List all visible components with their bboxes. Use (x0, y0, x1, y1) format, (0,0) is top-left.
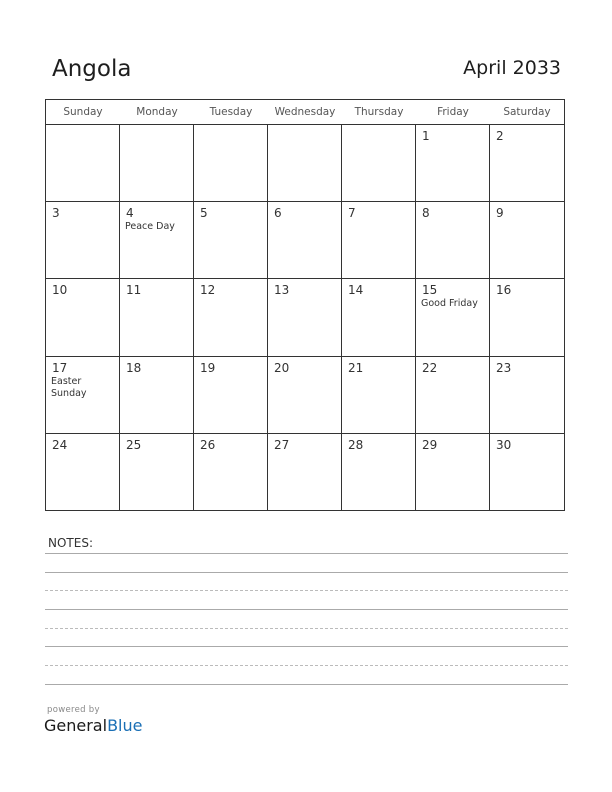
notes-line (45, 572, 568, 573)
day-cell (194, 357, 268, 434)
day-cell (46, 357, 120, 434)
weekday-sunday: Sunday (63, 106, 103, 118)
brand-general: General (44, 716, 108, 735)
day-cell (342, 279, 416, 356)
day-number: 17 (52, 360, 68, 375)
day-cell (46, 202, 120, 279)
day-number: 20 (274, 360, 290, 375)
day-cell (416, 434, 490, 511)
day-number: 24 (52, 437, 68, 452)
calendar-days (46, 125, 564, 511)
day-cell (46, 434, 120, 511)
weekday-thursday: Thursday (354, 106, 404, 118)
weekday-saturday: Saturday (503, 106, 551, 118)
day-number: 28 (348, 437, 364, 452)
day-number: 2 (496, 129, 504, 143)
day-cell (120, 357, 194, 434)
powered-by-text: powered by (47, 705, 100, 715)
day-number: 18 (126, 360, 142, 375)
day-number: 21 (348, 360, 364, 375)
day-cell (342, 434, 416, 511)
holiday-label: Good Friday (421, 298, 478, 310)
day-number: 30 (496, 437, 512, 452)
day-number: 6 (274, 206, 282, 221)
day-cell (342, 202, 416, 279)
day-cell (490, 125, 564, 202)
day-cell (120, 279, 194, 356)
notes-line (45, 553, 568, 554)
notes-line (45, 684, 568, 685)
day-cell (120, 434, 194, 511)
day-number: 4 (126, 206, 134, 221)
day-cell (268, 125, 342, 202)
day-cell (416, 202, 490, 279)
day-cell (490, 279, 564, 356)
day-cell (268, 202, 342, 279)
day-cell (268, 279, 342, 356)
day-cell (342, 357, 416, 434)
day-number: 10 (52, 283, 68, 298)
notes-line (45, 609, 568, 610)
weekday-header-row (46, 100, 564, 125)
calendar-country-title: Angola (52, 56, 132, 82)
day-cell (194, 434, 268, 511)
day-number: 5 (200, 206, 208, 221)
weekday-tuesday: Tuesday (209, 106, 253, 118)
day-cell (342, 125, 416, 202)
day-cell (194, 279, 268, 356)
day-number: 11 (126, 283, 142, 298)
day-number: 23 (496, 360, 512, 375)
holiday-label: Easter Sunday (51, 375, 87, 399)
day-cell (416, 357, 490, 434)
day-cell (194, 202, 268, 279)
day-number: 9 (496, 206, 504, 221)
holiday-label: Peace Day (125, 221, 175, 233)
weekday-friday: Friday (437, 106, 469, 118)
day-number: 25 (126, 437, 142, 452)
day-number: 12 (200, 283, 216, 298)
day-number: 19 (200, 360, 216, 375)
day-cell (490, 202, 564, 279)
day-cell (416, 279, 490, 356)
notes-line (45, 590, 568, 591)
notes-line (45, 665, 568, 666)
day-cell (490, 357, 564, 434)
day-cell (120, 125, 194, 202)
day-cell (194, 125, 268, 202)
brand-blue: Blue (107, 716, 143, 735)
day-cell (46, 125, 120, 202)
calendar-month-title: April 2033 (463, 57, 561, 79)
day-number: 29 (422, 437, 438, 452)
day-cell (490, 434, 564, 511)
day-cell (268, 357, 342, 434)
day-cell (268, 434, 342, 511)
notes-line (45, 628, 568, 629)
day-cell (416, 125, 490, 202)
day-number: 26 (200, 437, 216, 452)
day-number: 22 (422, 360, 438, 375)
day-number: 3 (52, 206, 60, 221)
day-number: 27 (274, 437, 290, 452)
day-number: 14 (348, 283, 364, 298)
generalblue-logo (44, 716, 142, 735)
notes-label: NOTES: (48, 536, 93, 550)
day-number: 1 (422, 129, 430, 143)
day-number: 13 (274, 283, 290, 298)
weekday-monday: Monday (136, 106, 178, 118)
day-cell (120, 202, 194, 279)
day-cell (46, 279, 120, 356)
day-number: 7 (348, 206, 356, 221)
calendar-grid (45, 99, 565, 511)
weekday-wednesday: Wednesday (274, 106, 336, 118)
day-number: 15 (422, 283, 438, 298)
day-number: 8 (422, 206, 430, 221)
day-number: 16 (496, 283, 512, 298)
notes-line (45, 646, 568, 647)
